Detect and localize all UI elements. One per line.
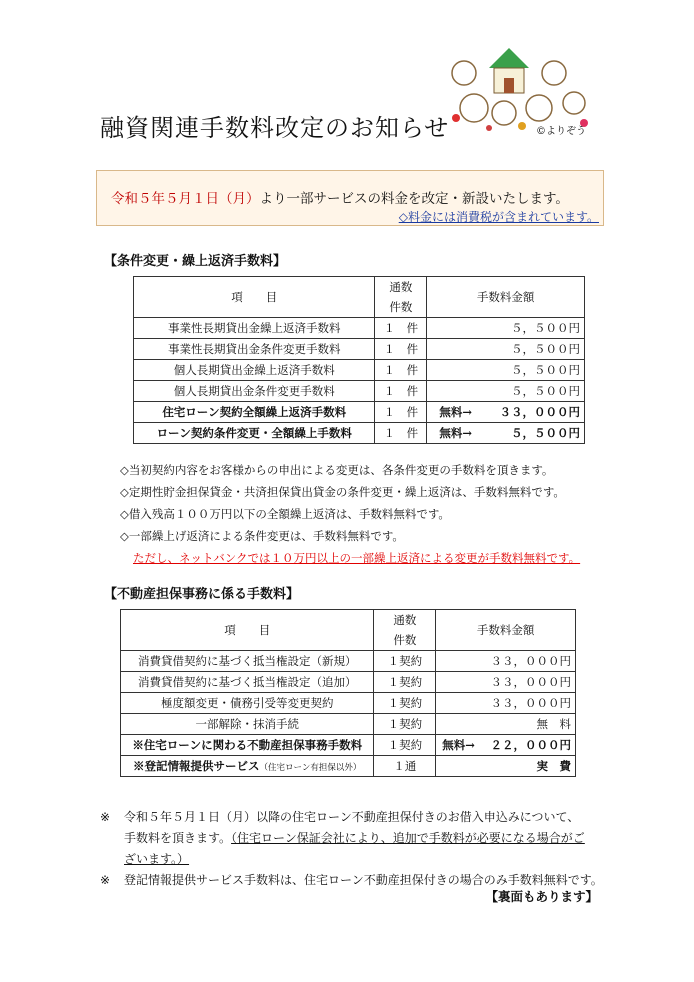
row-item: 一部解除・抹消手続 — [121, 714, 374, 735]
row-amount: ５，５００円 — [427, 318, 585, 339]
row-item: 個人長期貸出金繰上返済手数料 — [134, 360, 375, 381]
table-row — [121, 651, 576, 672]
note-4: ◇一部繰上げ返済による条件変更は、手数料無料です。 — [120, 529, 404, 543]
row-count: １ 件 — [375, 339, 427, 360]
footnote-2: ※ 登記情報提供サービス手数料は、住宅ローン不動産担保付きの場合のみ手数料無料です。 — [100, 873, 603, 887]
table-row — [134, 423, 585, 444]
section2-title: 【不動産担保事務に係る手数料】 — [104, 587, 300, 602]
table-row — [121, 672, 576, 693]
table-row — [121, 714, 576, 735]
header-amount: 手数料金額 — [436, 610, 576, 651]
house-roof-icon — [489, 48, 529, 68]
row-item: 消費貸借契約に基づく抵当権設定（追加） — [121, 672, 374, 693]
row-amount: 無 料 — [436, 714, 576, 735]
row-item: 極度額変更・債務引受等変更契約 — [121, 693, 374, 714]
row-item: ※住宅ローンに関わる不動産担保事務手数料 — [121, 735, 374, 756]
tax-note: ◇料金には消費税が含まれています。 — [398, 210, 599, 224]
table-header-row — [121, 610, 576, 651]
row-item: 個人長期貸出金条件変更手数料 — [134, 381, 375, 402]
row-amount: ３３，０００円 — [436, 693, 576, 714]
row-amount: 無料→ ５，５００円 — [427, 423, 585, 444]
table-row — [134, 339, 585, 360]
row-amount: ５，５００円 — [427, 360, 585, 381]
row-count: １契約 — [374, 735, 436, 756]
table-row — [121, 756, 576, 777]
red-note: ただし、ネットバンクでは１０万円以上の一部繰上返済による変更が手数料無料です。 — [133, 551, 581, 565]
row-amount: ３３，０００円 — [436, 651, 576, 672]
row-count: １ 件 — [375, 381, 427, 402]
row-count: １契約 — [374, 651, 436, 672]
back-side-label: 【裏面もあります】 — [485, 889, 598, 904]
row-count: １ 件 — [375, 318, 427, 339]
row-count: １契約 — [374, 693, 436, 714]
note-2: ◇定期性貯金担保貸金・共済担保貸出貸金の条件変更・繰上返済は、手数料無料です。 — [120, 485, 565, 499]
table-row — [134, 381, 585, 402]
row-count: １通 — [374, 756, 436, 777]
row-amount: 実 費 — [436, 756, 576, 777]
footnote-1: ※ 令和５年５月１日（月）以降の住宅ローン不動産担保付きのお借入申込みについて、 手数料を頂きます。（住宅ローン保証会社により、追加で手数料が必要になる場合がご ざいます。） — [100, 810, 585, 866]
row-item: ※登記情報提供サービス（住宅ローン有担保以外） — [121, 756, 374, 777]
row-amount: ５，５００円 — [427, 339, 585, 360]
page-title: 融資関連手数料改定のお知らせ — [100, 114, 450, 142]
fee-table-conditions — [133, 276, 585, 444]
row-item: ローン契約条件変更・全額繰上手数料 — [134, 423, 375, 444]
row-amount: 無料→ ３３，０００円 — [427, 402, 585, 423]
notice-text — [111, 187, 569, 207]
note-3: ◇借入残高１００万円以下の全額繰上返済は、手数料無料です。 — [120, 507, 450, 521]
notice-date: 令和５年５月１日（月） — [111, 191, 260, 207]
row-count: １契約 — [374, 672, 436, 693]
notice-body: より一部サービスの料金を改定・新設いたします。 — [259, 191, 569, 207]
row-count: １ 件 — [375, 423, 427, 444]
table-row — [134, 360, 585, 381]
row-item: 住宅ローン契約全額繰上返済手数料 — [134, 402, 375, 423]
header-item: 項 目 — [134, 277, 375, 318]
notice-box — [96, 170, 604, 226]
header-count: 通数 件数 — [374, 610, 436, 651]
note-1: ◇当初契約内容をお客様からの申出による変更は、各条件変更の手数料を頂きます。 — [120, 463, 554, 477]
row-count: １契約 — [374, 714, 436, 735]
table-row — [121, 693, 576, 714]
logo-caption: ©よりぞう — [536, 126, 586, 137]
row-item: 事業性長期貸出金繰上返済手数料 — [134, 318, 375, 339]
fee-table-real-estate — [120, 609, 576, 777]
table-row — [121, 735, 576, 756]
row-count: １ 件 — [375, 402, 427, 423]
header-count: 通数 件数 — [375, 277, 427, 318]
header-amount: 手数料金額 — [427, 277, 585, 318]
row-count: １ 件 — [375, 360, 427, 381]
table-row — [134, 402, 585, 423]
row-amount: ３３，０００円 — [436, 672, 576, 693]
section1-title: 【条件変更・繰上返済手数料】 — [104, 254, 287, 269]
row-amount: ５，５００円 — [427, 381, 585, 402]
table-row — [134, 318, 585, 339]
row-item: 消費貸借契約に基づく抵当権設定（新規） — [121, 651, 374, 672]
table-header-row — [134, 277, 585, 318]
row-amount: 無料→ ２２，０００円 — [436, 735, 576, 756]
row-item: 事業性長期貸出金条件変更手数料 — [134, 339, 375, 360]
header-item: 項 目 — [121, 610, 374, 651]
